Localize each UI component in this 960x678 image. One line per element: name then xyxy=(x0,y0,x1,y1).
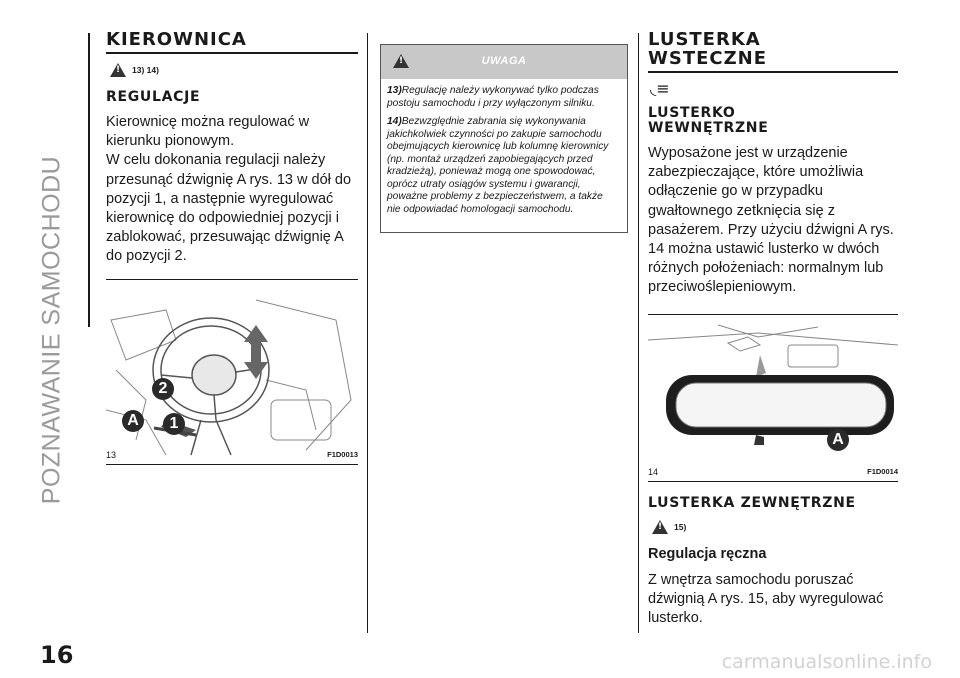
figure-code: F1D0014 xyxy=(867,466,898,476)
rearview-mirror-illustration xyxy=(648,315,898,481)
warning-refs: ! 15) xyxy=(652,520,898,534)
figure-number: 14 xyxy=(648,466,659,477)
column-divider-1 xyxy=(367,33,368,633)
side-rule xyxy=(88,33,90,327)
note-13: 13)Regulację należy wykonywać tylko podczas postoju samochodu i przy wyłączonym silniku. xyxy=(387,85,599,109)
warning-box xyxy=(380,44,628,233)
steering-wheel-illustration xyxy=(106,280,358,464)
callout-a: A xyxy=(122,410,144,432)
figure-code: F1D0013 xyxy=(327,449,358,459)
heading-kierownica: KIEROWNICA xyxy=(106,30,358,54)
warning-refs: ! 13) 14) xyxy=(110,63,358,77)
page-number: 16 xyxy=(40,641,74,669)
heading-lusterka-zewnetrzne: LUSTERKA ZEWNĘTRZNE xyxy=(648,494,856,511)
note-14: 14)Bezwzględnie zabrania się wykonywania jakichkolwiek czynności po zakupie samochodu obejmujących kierownicę lub kolumnę kierownicy (np. montaż urządzeń zapobiegających przed kradzieżą), ponieważ mogą one spowodować, oprócz utraty osiągów systemu i gwarancji, poważne problemy z bezpieczeństwem, a także nie odpowiadać homologacji samochodu. xyxy=(387,116,609,215)
column-warning xyxy=(380,44,628,233)
subheading-lusterko-wewnetrzne: LUSTERKO WEWNĘTRZNE xyxy=(648,105,769,136)
callout-a: A xyxy=(827,429,849,451)
warning-box-body xyxy=(381,79,627,232)
column-mirrors xyxy=(648,30,898,628)
subheading-regulacje: REGULACJE xyxy=(106,89,201,105)
column-divider-2 xyxy=(638,33,639,633)
figure-number: 13 xyxy=(106,449,117,460)
warning-icon xyxy=(110,63,126,77)
paragraph: W celu dokonania regulacji należy przesunąć dźwignię A rys. 13 w dół do pozycji 1, a następnie wyregulować kierownicę do odpowiedniej pozycji i zablokować, przesuwając dźwignię A do pozycji 2. xyxy=(106,152,352,265)
paragraph: Wyposażone jest w urządzenie zabezpieczające, które umożliwia odłączenie go w przypadku gwałtownego zetknięcia się z pasażerem. Przy użyciu dźwigni A rys. 14 można ustawić lusterko w dwóch różnych położeniach: normalnym lub przeciwoślepieniowym. xyxy=(648,145,894,296)
figure-13 xyxy=(106,279,358,465)
callout-1: 1 xyxy=(163,413,185,435)
warning-box-header: ! UWAGA xyxy=(381,45,627,79)
mirror-icon: ◟≡ xyxy=(650,79,670,98)
subheading-regulacja-reczna: Regulacja ręczna xyxy=(648,545,767,562)
watermark: carmanualsonline.info xyxy=(721,651,932,673)
warning-icon xyxy=(652,520,668,534)
paragraph: Z wnętrza samochodu poruszać dźwignią A rys. 15, aby wyregulować lusterko. xyxy=(648,571,884,627)
figure-14 xyxy=(648,314,898,482)
column-steering-wheel xyxy=(106,30,358,465)
heading-lusterka-wsteczne: LUSTERKA WSTECZNE xyxy=(648,30,898,73)
callout-2: 2 xyxy=(152,378,174,400)
paragraph: Kierownicę można regulować w kierunku pionowym. xyxy=(106,114,310,150)
